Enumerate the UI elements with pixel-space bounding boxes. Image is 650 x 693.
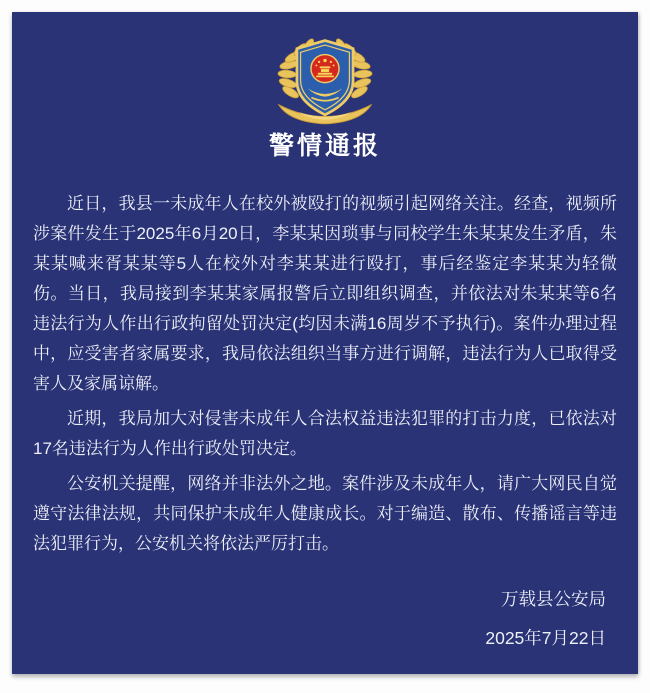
notice-body (33, 189, 617, 559)
police-badge-icon (12, 12, 638, 114)
notice-paragraph-reminder: 公安机关提醒，网络并非法外之地。案件涉及未成年人，请广大网民自觉遵守法律法规，共同保护未成年人健康成长。对于编造、散布、传播谣言等违法犯罪行为，公安机关将依法严厉打击。 (33, 474, 617, 553)
notice-paragraph-crackdown: 近期，我局加大对侵害未成年人合法权益违法犯罪的打击力度，已依法对17名违法行为人作出行政处罚决定。 (33, 409, 617, 458)
notice-title: 警情通报 (268, 132, 381, 160)
issue-date: 2025年7月22日 (485, 628, 606, 648)
issuing-authority: 万载县公安局 (501, 589, 606, 609)
police-notice-panel (12, 12, 638, 674)
signature-block (485, 580, 606, 658)
notice-paragraph-incident: 近日，我县一未成年人在校外被殴打的视频引起网络关注。经查，视频所涉案件发生于2025年6月20日，李某某因琐事与同校学生朱某某发生矛盾，朱某某喊来胥某某等5人在校外对李某某进行殴打，事后经鉴定李某某为轻微伤。当日，我局接到李某某家属报警后立即组织调查，并依法对朱某某等6名违法行为人作出行政拘留处罚决定(均因未满16周岁不予执行)。案件办理过程中，应受害者家属要求，我局依法组织当事方进行调解，违法行为人已取得受害人及家属谅解。 (33, 194, 617, 393)
